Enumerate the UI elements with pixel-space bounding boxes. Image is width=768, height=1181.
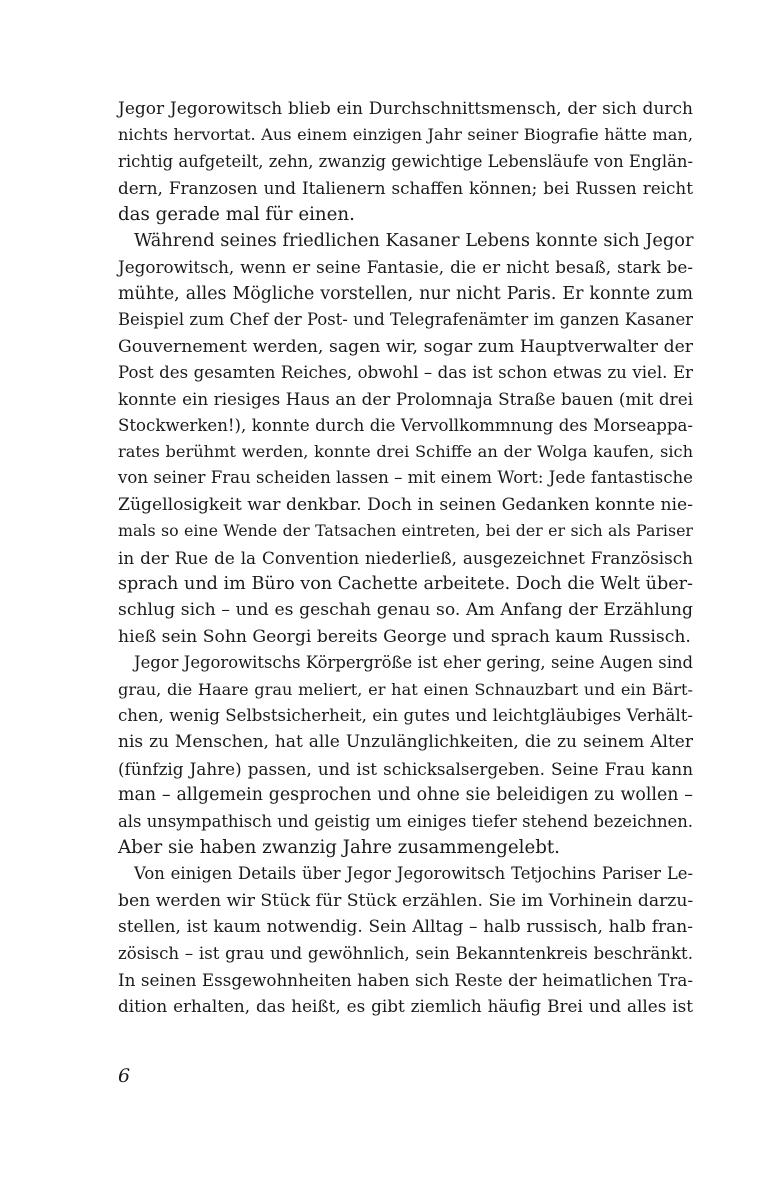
text-line: Stockwerken!), konnte durch die Vervollkommnung des Morseappa- — [118, 415, 693, 435]
text-line: nis zu Menschen, hat alle Unzulänglichkeiten, die zu seinem Alter — [118, 732, 693, 753]
paragraph — [118, 861, 693, 1019]
text-line: schlug sich – und es geschah genau so. Am Anfang der Erzählung — [118, 600, 693, 621]
text-line: von seiner Frau scheiden lassen – mit einem Wort: Jede fantastische — [118, 468, 693, 488]
text-line: Während seines friedlichen Kasaner Lebens konnte sich Jegor — [134, 229, 694, 251]
text-line: Jegor Jegorowitsch blieb ein Durchschnittsmensch, der sich durch — [118, 99, 693, 119]
text-line: (fünfzig Jahre) passen, und ist schicksalsergeben. Seine Frau kann — [118, 758, 693, 779]
page-number: 6 — [118, 1065, 131, 1087]
text-line: Jegor Jegorowitschs Körpergröße ist eher gering, seine Augen sind — [134, 653, 693, 673]
text-line: Beispiel zum Chef der Post- und Telegrafenämter im ganzen Kasaner — [118, 310, 693, 330]
text-line: nichts hervortat. Aus einem einzigen Jahr seiner Biografie hätte man, — [118, 125, 693, 145]
paragraph — [118, 96, 693, 228]
text-line: grau, die Haare grau meliert, er hat einen Schnauzbart und ein Bärt- — [118, 679, 693, 699]
paragraph — [118, 650, 693, 861]
text-line: Aber sie haben zwanzig Jahre zusammengelebt. — [118, 836, 560, 858]
text-line: das gerade mal für einen. — [118, 203, 355, 225]
text-line: dition erhalten, das heißt, es gibt ziemlich häufig Brei und alles ist — [118, 996, 693, 1017]
text-line: chen, wenig Selbstsicherheit, ein gutes und leichtgläubiges Verhält- — [118, 705, 693, 725]
text-line: sprach und im Büro von Cachette arbeitete. Doch die Welt über- — [118, 574, 693, 595]
text-line: dern, Franzosen und Italienern schaffen können; bei Russen reicht — [118, 178, 693, 199]
text-line: richtig aufgeteilt, zehn, zwanzig gewichtige Lebensläufe von Englän- — [118, 151, 693, 171]
text-line: in der Rue de la Convention niederließ, ausgezeichnet Französisch — [118, 547, 693, 568]
text-line: Zügellosigkeit war denkbar. Doch in seinen Gedanken konnte nie- — [118, 494, 694, 515]
text-line: Gouvernement werden, sagen wir, sogar zum Hauptverwalter der — [118, 336, 693, 357]
text-line: ben werden wir Stück für Stück erzählen. Sie im Vorhinein darzu- — [118, 890, 694, 911]
paragraph — [118, 228, 693, 650]
text-line: In seinen Essgewohnheiten haben sich Reste der heimatlichen Tra- — [118, 969, 693, 990]
text-line: mühte, alles Mögliche vorstellen, nur nicht Paris. Er konnte zum — [118, 283, 693, 304]
text-line: man – allgemein gesprochen und ohne sie beleidigen zu wollen – — [118, 785, 693, 806]
text-line: zösisch – ist grau und gewöhnlich, sein Bekanntenkreis beschränkt. — [118, 943, 693, 963]
text-line: Post des gesamten Reiches, obwohl – das ist schon etwas zu viel. Er — [118, 362, 693, 382]
text-line: rates berühmt werden, konnte drei Schiffe an der Wolga kaufen, sich — [118, 442, 693, 462]
text-line: stellen, ist kaum notwendig. Sein Alltag – halb russisch, halb fran- — [118, 917, 693, 938]
text-line: Von einigen Details über Jegor Jegorowitsch Tetjochins Pariser Le- — [134, 864, 693, 884]
text-line: als unsympathisch und geistig um einiges tiefer stehend bezeichnen. — [118, 811, 693, 831]
text-line: konnte ein riesiges Haus an der Prolomnaja Straße bauen (mit drei — [118, 389, 693, 410]
text-line: mals so eine Wende der Tatsachen eintreten, bei der er sich als Pariser — [118, 521, 693, 541]
text-line: hieß sein Sohn Georgi bereits George und sprach kaum Russisch. — [118, 626, 691, 647]
body-text — [118, 96, 693, 1020]
text-line: Jegorowitsch, wenn er seine Fantasie, die er nicht besaß, stark be- — [118, 257, 693, 278]
